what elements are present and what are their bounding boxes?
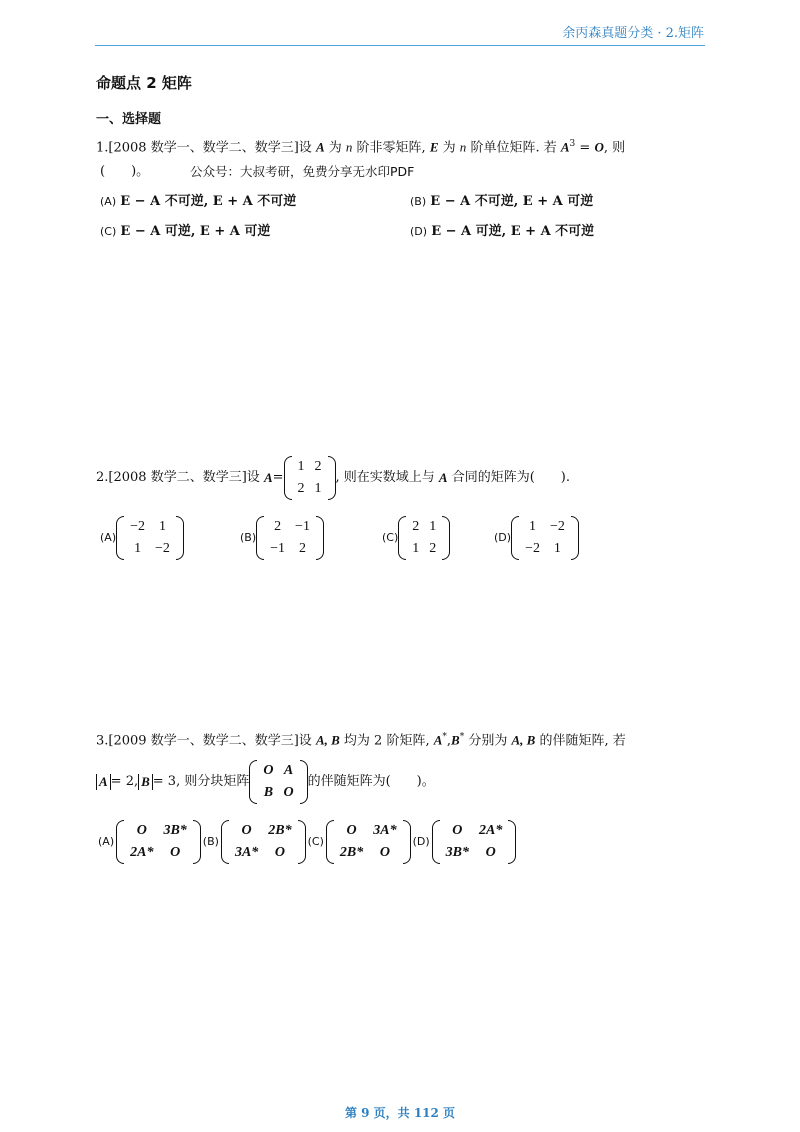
matrix-a [284, 456, 336, 500]
matrix-cell: O [263, 763, 274, 778]
matrix-cell: A [283, 763, 294, 778]
matrix-symbol: A, B [315, 732, 340, 748]
text: 阶非零矩阵, [356, 140, 426, 156]
q2-option-d [494, 516, 579, 560]
matrix-cell: 1 [314, 481, 322, 496]
matrix-cell: O [274, 845, 286, 860]
text: 设 [298, 140, 312, 156]
matrix-cell: 1 [158, 519, 166, 534]
option-label: (B) [410, 195, 427, 208]
option-matrix [221, 820, 306, 864]
matrix-cell: 2 [412, 519, 420, 534]
adjoint-star: * [442, 732, 447, 742]
section-title: 命题点 2 矩阵 [96, 74, 192, 92]
question-2-stem [96, 456, 570, 500]
text: 阶单位矩阵. 若 [470, 140, 557, 156]
question-source: [2008 数学一、数学二、数学三] [108, 140, 299, 156]
text: 为 [442, 140, 456, 156]
option-label: (B) [240, 531, 257, 544]
matrix-symbol: A [433, 732, 443, 748]
option-c [100, 222, 270, 242]
question-source: [2009 数学一、数学二、数学三] [108, 733, 299, 749]
matrix-cell: 2 [429, 541, 437, 556]
matrix-cell: B [263, 785, 274, 800]
matrix-cell: 1 [529, 519, 537, 534]
matrix-cell: 3B* [445, 845, 469, 860]
matrix-cell: 1 [297, 459, 305, 474]
option-matrix [116, 820, 201, 864]
matrix-cell: O [485, 845, 496, 860]
block-matrix [249, 760, 307, 804]
text: , 则 [603, 140, 626, 156]
exponent: 3 [569, 139, 576, 149]
matrix-cell: 3A* [373, 823, 397, 838]
matrix-cell: −1 [295, 519, 310, 534]
matrix-cell: O [379, 845, 390, 860]
option-matrix [116, 516, 184, 560]
matrix-cell: 3B* [163, 823, 187, 838]
watermark-note: 公众号：大叔考研，免费分享无水印PDF [190, 164, 415, 179]
matrix-cell: O [452, 823, 463, 838]
option-label: (A) [98, 835, 115, 848]
text: 设 [246, 470, 260, 485]
matrix-symbol: A [315, 139, 325, 155]
option-matrix [398, 516, 450, 560]
option-matrix [326, 820, 411, 864]
variable: n [345, 139, 353, 155]
option-label: (B) [202, 835, 219, 848]
q2-option-a [100, 516, 184, 560]
matrix-cell: −1 [270, 541, 286, 556]
matrix-cell: 2 [274, 519, 282, 534]
determinant-a: A [96, 774, 111, 790]
matrix-symbol: A [263, 470, 273, 485]
matrix-symbol: A [438, 470, 448, 485]
option-label: (A) [100, 195, 117, 208]
question-1-stem [96, 134, 625, 158]
matrix-cell: O [136, 823, 147, 838]
matrix-cell: −2 [155, 541, 170, 556]
question-number: 2. [96, 470, 109, 485]
text: 为 [328, 140, 342, 156]
matrix-symbol: O [594, 139, 604, 155]
determinant-b: B [138, 774, 153, 790]
matrix-cell: 1 [553, 541, 561, 556]
q3-options [98, 820, 516, 864]
matrix-cell: 2B* [339, 845, 364, 860]
matrix-symbol: A [560, 139, 570, 155]
option-text: E − A 可逆, E + A 不可逆 [431, 224, 595, 239]
text: , 则分块矩阵 [176, 774, 250, 789]
option-d [410, 222, 594, 242]
option-label: (D) [410, 225, 428, 238]
option-matrix [432, 820, 517, 864]
text: 的伴随矩阵, 若 [539, 733, 626, 749]
text: 分别为 [468, 733, 508, 749]
option-text: E − A 不可逆, E + A 不可逆 [120, 194, 297, 209]
option-label: (C) [382, 531, 399, 544]
variable: n [459, 139, 467, 155]
option-a [100, 192, 296, 212]
matrix-cell: 1 [134, 541, 142, 556]
page-footer: 第 9 页，共 112 页 [344, 1106, 456, 1120]
subsection-title: 一、选择题 [96, 112, 162, 127]
header-divider [95, 45, 705, 46]
matrix-cell: 1 [412, 541, 420, 556]
question-1-paren: ( )。 [100, 164, 150, 179]
matrix-symbol: A, B [511, 732, 536, 748]
matrix-cell: 1 [429, 519, 437, 534]
q2-option-c [382, 516, 450, 560]
matrix-cell: 2 [314, 459, 322, 474]
matrix-cell: 2B* [268, 823, 292, 838]
matrix-cell: 2A* [130, 845, 154, 860]
option-b [410, 192, 593, 212]
text: 的伴随矩阵为( )。 [307, 774, 435, 789]
question-source: [2008 数学二、数学三] [108, 470, 247, 485]
equals-sign: = [579, 140, 591, 156]
matrix-cell: O [241, 823, 252, 838]
option-label: (D) [494, 531, 512, 544]
matrix-cell: O [346, 823, 357, 838]
text: , 则在实数域上与 [335, 470, 435, 485]
matrix-cell: O [170, 845, 181, 860]
option-matrix [511, 516, 579, 560]
adjoint-star: * [459, 732, 465, 742]
matrix-cell: 2 [297, 481, 305, 496]
matrix-cell: −2 [130, 519, 146, 534]
text: 均为 2 阶矩阵, [343, 733, 430, 749]
matrix-cell: 2A* [478, 823, 503, 838]
matrix-symbol: B [451, 732, 460, 748]
matrix-cell: 2 [299, 541, 306, 556]
equals-sign: = [272, 470, 284, 485]
question-3-condition [96, 760, 435, 804]
matrix-cell: O [283, 785, 294, 800]
question-number: 3. [96, 733, 109, 749]
option-matrix [256, 516, 324, 560]
text: 合同的矩阵为( ). [451, 470, 571, 485]
matrix-cell: 3A* [234, 845, 259, 860]
matrix-cell: −2 [549, 519, 565, 534]
option-label: (C) [307, 835, 324, 848]
option-text: E − A 不可逆, E + A 可逆 [430, 194, 594, 209]
option-label: (D) [412, 835, 430, 848]
text: , [446, 733, 452, 749]
matrix-symbol: E [429, 139, 439, 155]
text: = 3 [152, 774, 177, 789]
text: 设 [298, 733, 312, 749]
running-header: 余丙森真题分类 · 2.矩阵 [562, 26, 704, 41]
option-label: (C) [100, 225, 117, 238]
question-number: 1. [96, 140, 109, 156]
matrix-cell: −2 [525, 541, 540, 556]
q2-option-b [240, 516, 324, 560]
question-3-stem [96, 727, 626, 751]
option-text: E − A 可逆, E + A 可逆 [120, 224, 271, 239]
text: = 2, [110, 774, 139, 789]
option-label: (A) [100, 531, 117, 544]
